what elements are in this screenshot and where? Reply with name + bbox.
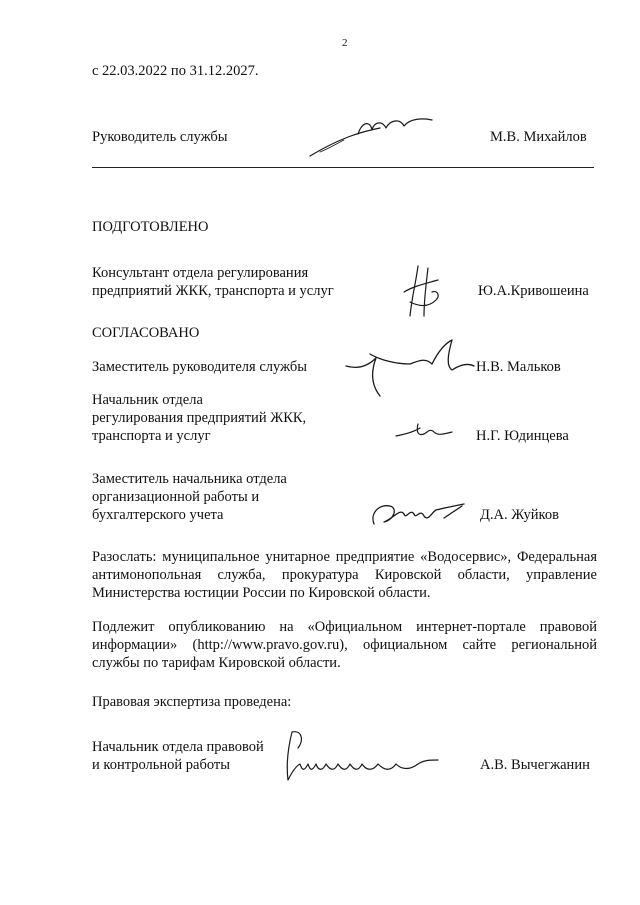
period-text: с 22.03.2022 по 31.12.2027. [92, 63, 259, 79]
agreed-person-2-position-line3: транспорта и услуг [92, 428, 211, 444]
publication-paragraph: Подлежит опубликованию на «Официальном интернет-портале правовой информации» (http://www.pravo.gov.ru), официальном сайте региональной службы по тарифам Кировской области. [92, 619, 597, 671]
agreed-person-2-position-line1: Начальник отдела [92, 392, 203, 408]
legal-review-position-line1: Начальник отдела правовой [92, 739, 264, 755]
agreed-person-2-position-line2: регулирования предприятий ЖКК, [92, 410, 307, 426]
agreed-person-1-name: Н.В. Мальков [476, 359, 561, 375]
prepared-position-line1: Консультант отдела регулирования [92, 265, 309, 281]
separator-line [92, 167, 594, 168]
legal-review-signature [278, 726, 448, 786]
agreed-person-1-position: Заместитель руководителя службы [92, 359, 308, 375]
agreed-person-2-name: Н.Г. Юдинцева [476, 428, 569, 444]
head-position: Руководитель службы [92, 129, 228, 145]
prepared-heading: ПОДГОТОВЛЕНО [92, 219, 209, 235]
agreed-person-3-name: Д.А. Жуйков [480, 507, 559, 523]
agreed-heading: СОГЛАСОВАНО [92, 325, 200, 341]
prepared-signature [398, 262, 448, 320]
legal-review-text: Правовая экспертиза проведена: [92, 694, 292, 710]
distribution-paragraph: Разослать: муниципальное унитарное предприятие «Водосервис», Федеральная антимонопольная служба, прокуратура Кировской области, управление Министерства юстиции России по Кировской области. [92, 549, 597, 601]
agreed-person-1-signature [340, 330, 480, 400]
head-name: М.В. Михайлов [490, 129, 587, 145]
agreed-person-3-signature [364, 494, 474, 532]
agreed-person-3-position-line2: организационной работы и [92, 489, 260, 505]
legal-review-position-line2: и контрольной работы [92, 757, 230, 773]
agreed-person-3-position-line3: бухгалтерского учета [92, 507, 224, 523]
agreed-person-3-position-line1: Заместитель начальника отдела [92, 471, 287, 487]
head-signature [300, 108, 450, 168]
agreed-person-2-signature [392, 418, 462, 444]
legal-review-name: А.В. Вычегжанин [480, 757, 590, 773]
prepared-name: Ю.А.Кривошеина [478, 283, 589, 299]
page-number: 2 [342, 37, 348, 49]
prepared-position-line2: предприятий ЖКК, транспорта и услуг [92, 283, 334, 299]
